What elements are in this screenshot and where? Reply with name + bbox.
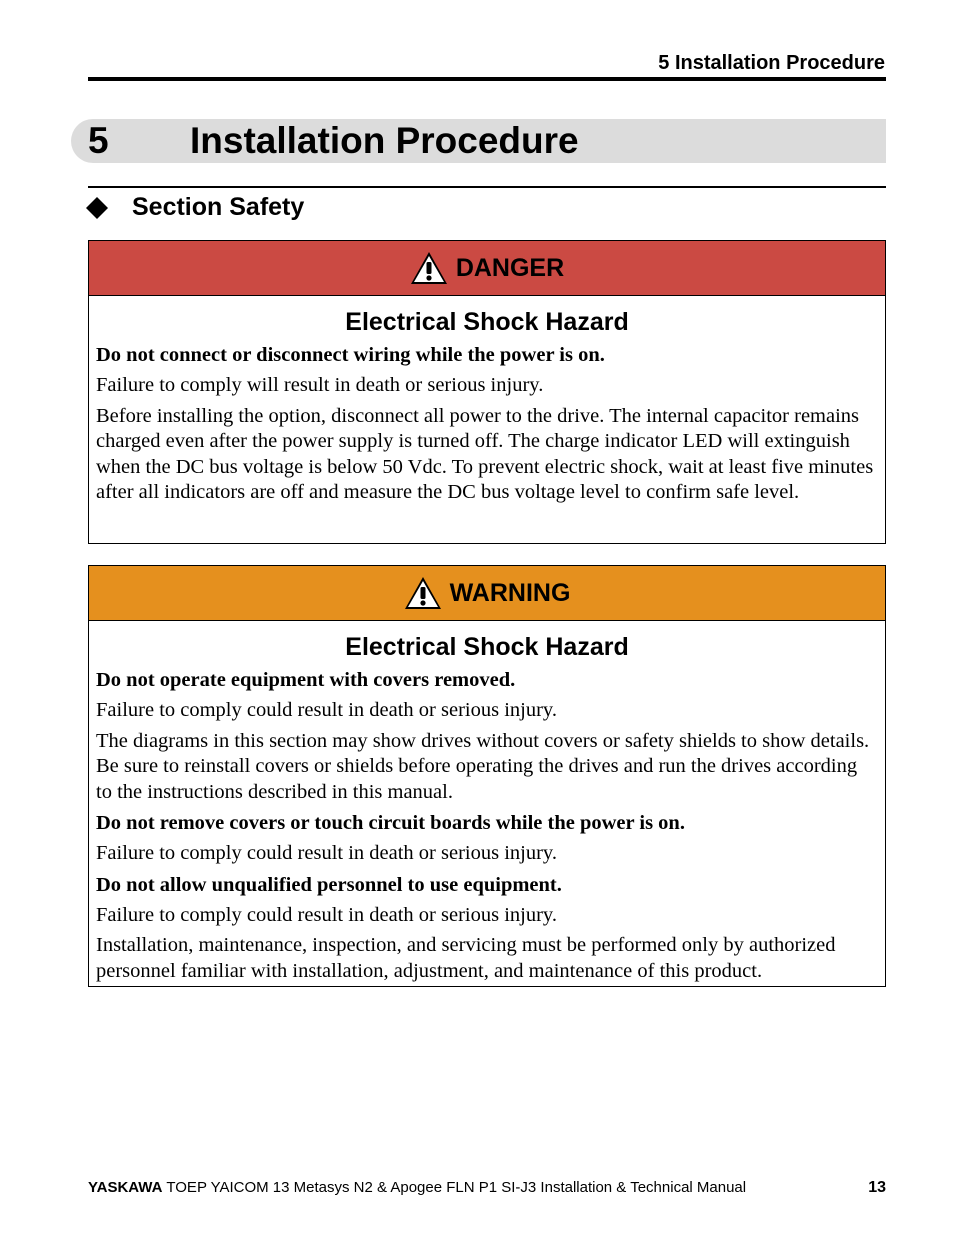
chapter-number: 5: [88, 120, 109, 161]
warning-instruction: Do not remove covers or touch circuit boards while the power is on.: [96, 812, 685, 834]
warning-triangle-icon: [410, 251, 448, 285]
danger-hazard-title: Electrical Shock Hazard: [345, 308, 629, 336]
warning-detail: Installation, maintenance, inspection, and servicing must be performed only by authorized personnel familiar with installation, adjustment, and maintenance of this product.: [96, 934, 836, 982]
warning-box: [88, 565, 886, 987]
chapter-title: Installation Procedure: [190, 120, 579, 161]
header-rule: [88, 77, 886, 81]
warning-instruction: Do not allow unqualified personnel to use equipment.: [96, 873, 562, 896]
page-footer: [88, 1179, 886, 1196]
danger-detail: Before installing the option, disconnect all power to the drive. The internal capacitor remains charged even after the power supply is turned off. The charge indicator LED will extinguish when the DC bus voltage is below 50 Vdc. To prevent electric shock, wait at least five minutes after all indicators are off and measure the DC bus voltage level to confirm safe level.: [96, 404, 874, 503]
section-rule: [88, 186, 886, 188]
warning-header: [89, 566, 885, 621]
danger-instruction: Do not connect or disconnect wiring while the power is on.: [96, 344, 605, 366]
section-title: Section Safety: [132, 193, 305, 221]
danger-consequence: Failure to comply will result in death or serious injury.: [96, 374, 544, 396]
warning-consequence: Failure to comply could result in death or serious injury.: [96, 903, 557, 926]
footer-manual-title: TOEP YAICOM 13 Metasys N2 & Apogee FLN P1 SI-J3 Installation & Technical Manual: [166, 1179, 747, 1196]
running-header: 5 Installation Procedure: [658, 52, 885, 74]
danger-header: [89, 241, 885, 296]
danger-box: [88, 240, 886, 544]
warning-instruction: Do not operate equipment with covers removed.: [96, 669, 516, 691]
page-number: 13: [868, 1179, 886, 1196]
warning-consequence: Failure to comply could result in death or serious injury.: [96, 699, 557, 721]
diamond-icon: [86, 197, 108, 219]
danger-label: DANGER: [455, 253, 565, 282]
warning-consequence: Failure to comply could result in death or serious injury.: [96, 842, 557, 864]
warning-triangle-icon: [404, 576, 442, 610]
warning-detail: The diagrams in this section may show drives without covers or safety shields to show details. Be sure to reinstall covers or shields before operating the drives and run the drives according to the instructions described in this manual.: [96, 729, 870, 803]
footer-brand: YASKAWA: [88, 1179, 163, 1196]
warning-hazard-title: Electrical Shock Hazard: [345, 633, 629, 661]
warning-label: WARNING: [449, 578, 571, 607]
